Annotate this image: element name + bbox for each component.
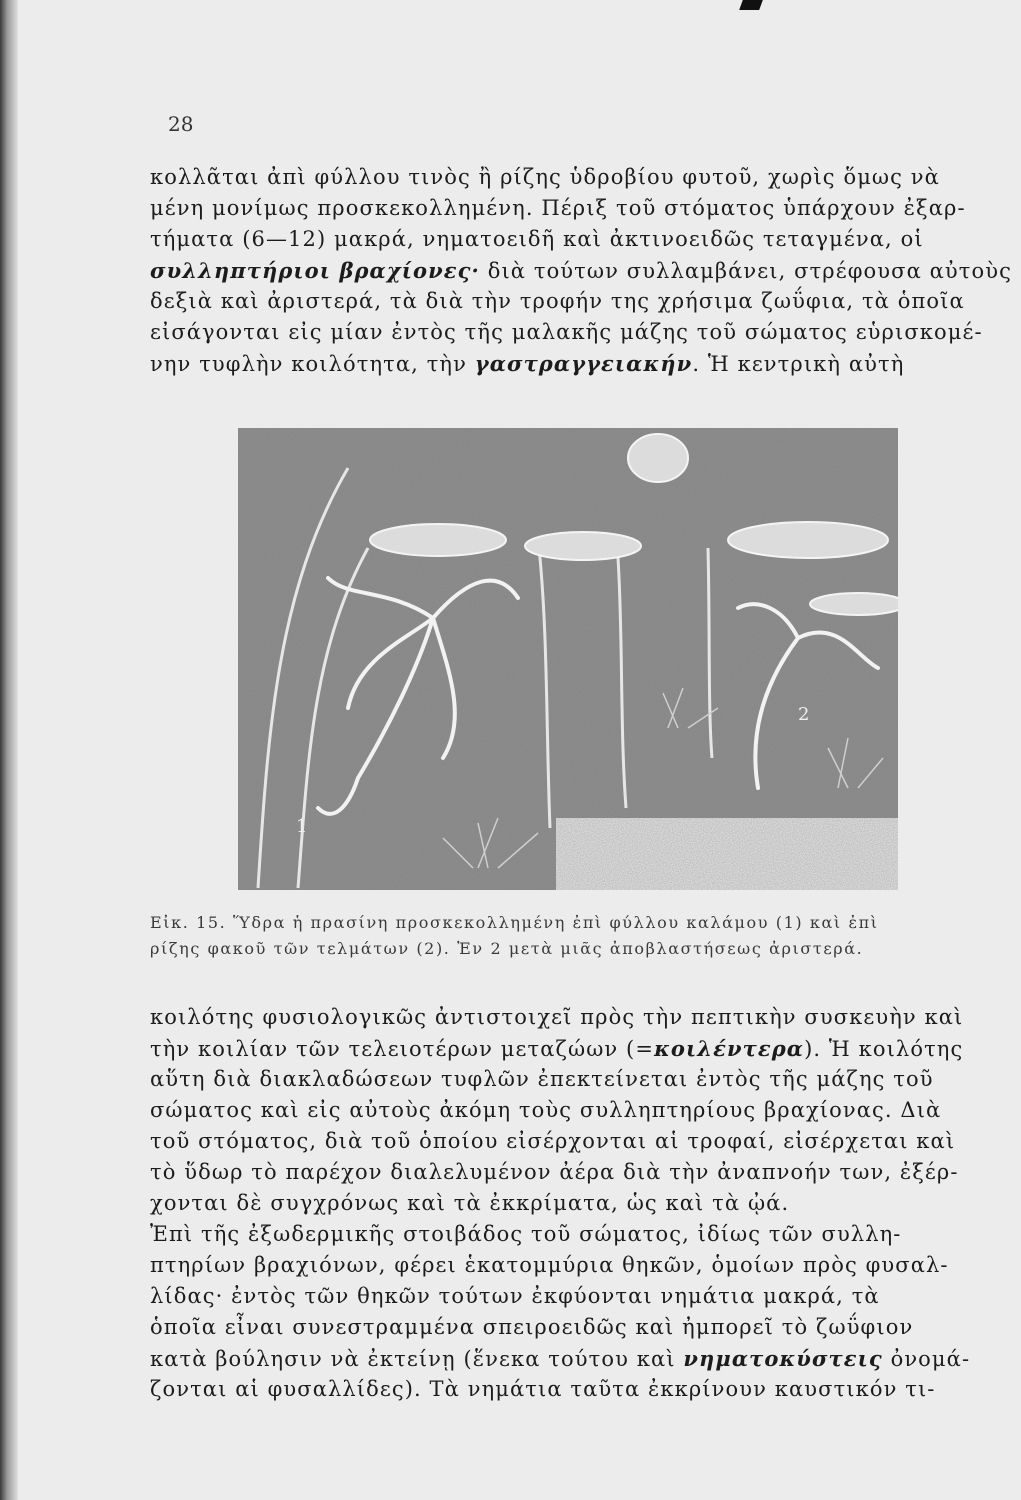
text-line <box>150 1343 1015 1374</box>
text-line: χονται δὲ συγχρόνως καὶ τὰ ἐκκρίματα, ὡς καὶ τὰ ᾠά. <box>150 1191 790 1215</box>
text-line <box>150 1033 1015 1064</box>
text-line <box>150 348 1015 379</box>
text-run: . Ἡ κεντρικὴ αὐτὴ <box>692 352 905 376</box>
text-line: λίδας· ἐντὸς τῶν θηκῶν τούτων ἐκφύονται νημάτια μακρά, τὰ <box>150 1284 880 1308</box>
text-line: κολλᾶται ἀπὶ φύλλου τινὸς ἢ ρίζης ὑδροβίου φυτοῦ, χωρὶς ὅμως νὰ <box>150 165 940 189</box>
text-line: σώματος καὶ εἰς αὐτοὺς ἀκόμη τοὺς συλληπτηρίους βραχίονας. Διὰ <box>150 1098 942 1122</box>
text-run: νην τυφλὴν κοιλότητα, τὴν <box>150 352 475 376</box>
text-run: ὀνομά- <box>882 1347 971 1371</box>
text-run: ). Ἡ κοιλότης <box>804 1037 964 1061</box>
figure-label-2: 2 <box>798 704 810 725</box>
text-line <box>150 255 1015 286</box>
text-line: τὸ ὕδωρ τὸ παρέχον διαλελυμένον ἀέρα διὰ τὴν ἀναπνοήν των, ἐξέρ- <box>150 1160 959 1184</box>
text-line: αὕτη διὰ διακλαδώσεων τυφλῶν ἐπεκτείνεται ἐντὸς τῆς μάζης τοῦ <box>150 1067 934 1091</box>
page-corner-mark <box>739 0 763 10</box>
text-line: Ἐπὶ τῆς ἐξωδερμικῆς στοιβάδος τοῦ σώματος, ἰδίως τῶν συλλη- <box>150 1222 902 1246</box>
text-line: τοῦ στόματος, διὰ τοῦ ὁποίου εἰσέρχονται αἱ τροφαί, εἰσέρχεται καὶ <box>150 1129 956 1153</box>
paragraph-2 <box>150 1002 1015 1405</box>
bold-term: κοιλέντερα <box>654 1036 805 1061</box>
text-line: τήματα (6—12) μακρά, νηματοειδῆ καὶ ἀκτινοειδῶς τεταγμένα, οἱ <box>150 227 924 251</box>
bold-term: γαστραγγειακήν <box>474 351 693 376</box>
text-line: μένη μονίμως προσκεκολλημένη. Πέριξ τοῦ στόματος ὑπάρχουν ἐξαρ- <box>150 196 966 220</box>
page-number: 28 <box>168 112 194 136</box>
figure-label-1: 1 <box>296 816 308 837</box>
text-line: κοιλότης φυσιολογικῶς ἀντιστοιχεῖ πρὸς τὴν πεπτικὴν συσκευὴν καὶ <box>150 1005 964 1029</box>
text-run: διὰ τούτων συλλαμβάνει, στρέφουσα αὐτοὺς <box>479 259 1012 283</box>
text-run: κατὰ βούλησιν νὰ ἐκτείνῃ (ἕνεκα τούτου καὶ <box>150 1347 684 1371</box>
figure-texture <box>238 428 898 890</box>
paragraph-1 <box>150 162 1015 379</box>
text-line: ὁποῖα εἶναι συνεστραμμένα σπειροειδῶς καὶ ἠμπορεῖ τὸ ζωΰφιον <box>150 1315 914 1339</box>
page-edge-shadow <box>0 0 18 1500</box>
text-line: πτηρίων βραχιόνων, φέρει ἑκατομμύρια θηκῶν, ὁμοίων πρὸς φυσαλ- <box>150 1253 949 1277</box>
bold-term: νηματοκύστεις <box>683 1346 883 1371</box>
text-line: δεξιὰ καὶ ἀριστερά, τὰ διὰ τὴν τροφήν της χρήσιμα ζωΰφια, τὰ ὁποῖα <box>150 289 965 313</box>
text-line: εἰσάγονται εἰς μίαν ἐντὸς τῆς μαλακῆς μάζης τοῦ σώματος εὑρισκομέ- <box>150 320 983 344</box>
bold-term: συλληπτήριοι βραχίονες· <box>150 258 480 283</box>
text-line: ζονται αἱ φυσαλλίδες). Τὰ νημάτια ταῦτα ἐκκρίνουν καυστικόν τι- <box>150 1377 936 1401</box>
hydra-illustration <box>238 428 898 890</box>
caption-line: ρίζης φακοῦ τῶν τελμάτων (2). Ἐν 2 μετὰ μιᾶς ἀποβλαστήσεως ἀριστερά. <box>150 939 864 958</box>
caption-line: Εἰκ. 15. Ὕδρα ἡ πρασίνη προσκεκολλημένη ἐπὶ φύλλου καλάμου (1) καὶ ἐπὶ <box>150 913 879 932</box>
figure-caption <box>150 910 1020 962</box>
text-run: τὴν κοιλίαν τῶν τελειοτέρων μεταζώων (= <box>150 1037 655 1061</box>
